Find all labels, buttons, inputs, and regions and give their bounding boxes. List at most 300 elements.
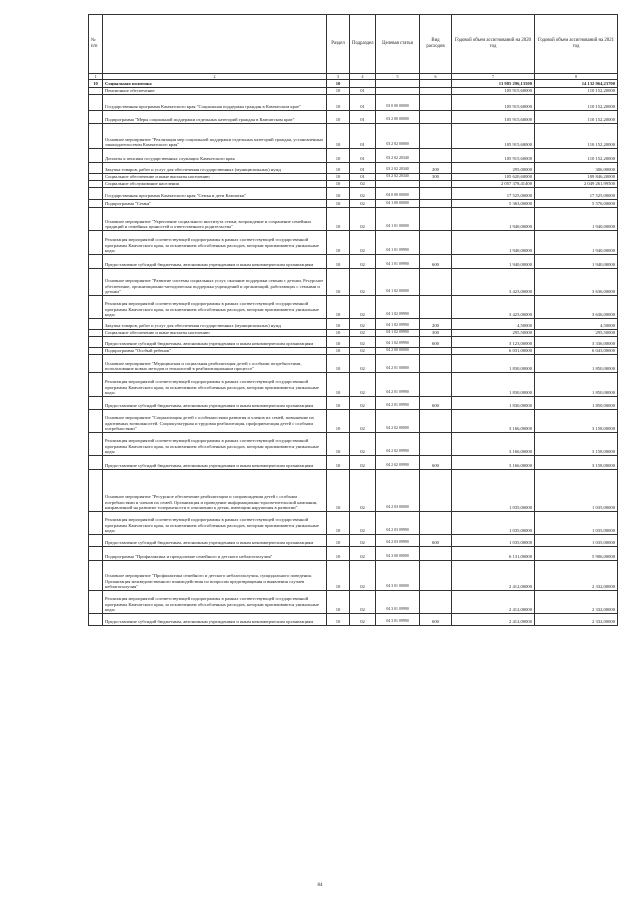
row-number [89, 208, 103, 231]
row-expense-type: 300 [420, 174, 452, 181]
table-row [89, 397, 618, 410]
row-section: 10 [327, 433, 350, 456]
row-expense-type [420, 433, 452, 456]
table-row [89, 373, 618, 397]
row-number [89, 88, 103, 95]
table-row [89, 88, 618, 95]
row-section: 10 [327, 470, 350, 512]
row-expense-type [420, 149, 452, 163]
row-target-article: 04 2 03 00000 [376, 470, 420, 512]
row-target-article: 04 3 01 09990 [376, 614, 420, 626]
row-amount-2021: 6 043,00000 [535, 348, 618, 355]
row-target-article: 04 2 03 09990 [376, 512, 420, 535]
row-target-article: 04 2 01 09990 [376, 397, 420, 410]
table-row [89, 231, 618, 255]
table-row [89, 614, 618, 626]
row-amount-2020: 1 035,00000 [452, 470, 535, 512]
row-expense-type: 200 [420, 163, 452, 174]
row-expense-type [420, 124, 452, 149]
row-subsection: 02 [350, 348, 376, 355]
row-target-article: 04 1 01 00000 [376, 208, 420, 231]
row-amount-2021: 1 940,00000 [535, 231, 618, 255]
table-row [89, 547, 618, 561]
row-amount-2020: 105 915,60000 [452, 95, 535, 111]
row-name: Реализация мероприятий соответствующей подпрограммы в рамках соответствующей государственной программы Камчатского края, за исключением обособленных расходов, которым присваиваются уникальные коды [103, 591, 327, 614]
row-amount-2020: 1 035,00000 [452, 535, 535, 547]
row-subsection: 02 [350, 433, 376, 456]
row-section: 10 [327, 200, 350, 208]
row-subsection: 02 [350, 561, 376, 591]
row-number [89, 255, 103, 269]
row-subsection: 02 [350, 208, 376, 231]
row-name: Подпрограмма "Семья" [103, 200, 327, 208]
row-amount-2020: 3 166,00000 [452, 433, 535, 456]
row-name: Основное мероприятие "Развитие системы социальных услуг, оказание поддержки семьям с детьми. Ресурсное обеспечение, организационно-методическая поддержка учреждений и организаций, работающих с семьями и детьми" [103, 269, 327, 296]
row-amount-2021: 14 132 964,23700 [535, 80, 618, 88]
row-subsection: 02 [350, 614, 376, 626]
row-subsection: 02 [350, 188, 376, 200]
table-row [89, 470, 618, 512]
row-number [89, 200, 103, 208]
row-amount-2020: 2 057 378,41400 [452, 181, 535, 188]
row-amount-2020: 6 031,00000 [452, 348, 535, 355]
row-target-article: 04 2 01 09990 [376, 373, 420, 397]
row-amount-2020: 1 940,00000 [452, 231, 535, 255]
row-amount-2021: 110 152,20000 [535, 88, 618, 95]
row-amount-2021: 4,50000 [535, 319, 618, 330]
row-amount-2021: 2 332,00000 [535, 561, 618, 591]
row-amount-2021: 110 152,20000 [535, 149, 618, 163]
row-number: 10 [89, 80, 103, 88]
row-amount-2020: 105 620,60000 [452, 174, 535, 181]
row-subsection: 01 [350, 174, 376, 181]
row-name: Закупка товаров, работ и услуг для обеспечения государственных (муниципальных) нужд [103, 163, 327, 174]
table-row [89, 269, 618, 296]
row-section: 10 [327, 456, 350, 470]
row-expense-type [420, 470, 452, 512]
col-number: 7 [452, 74, 535, 80]
row-amount-2021: 109 846,20000 [535, 174, 618, 181]
row-section: 10 [327, 111, 350, 124]
row-amount-2020: 1 830,00000 [452, 355, 535, 373]
row-target-article: 04 1 02 09990 [376, 296, 420, 319]
table-row [89, 355, 618, 373]
row-section: 10 [327, 88, 350, 95]
row-amount-2020: 13 985 296,13500 [452, 80, 535, 88]
row-name: Закупка товаров, работ и услуг для обеспечения государственных (муниципальных) нужд [103, 319, 327, 330]
table-row [89, 174, 618, 181]
row-section: 10 [327, 269, 350, 296]
col-number: 4 [350, 74, 376, 80]
row-amount-2021: 1 940,00000 [535, 255, 618, 269]
row-name: Подпрограмма "Особый ребенок" [103, 348, 327, 355]
table-row [89, 319, 618, 330]
row-expense-type [420, 111, 452, 124]
col-number: 2 [103, 74, 327, 80]
row-number [89, 512, 103, 535]
row-target-article: 04 1 00 00000 [376, 200, 420, 208]
row-name: Основное мероприятие "Ресурсное обеспечение реабилитации и сопровождения детей с особыми потребностями и членов их семей. Организация и проведение информационно-просветительской кампании, направленной на развитие толерантности в отношении к детям, имеющим нарушения в развитии" [103, 470, 327, 512]
table-row [89, 149, 618, 163]
row-subsection: 02 [350, 456, 376, 470]
row-name: Предоставление субсидий бюджетным, автономным учреждениям и иным некоммерческим организациям [103, 535, 327, 547]
table-body [89, 80, 618, 626]
row-amount-2020: 295,00000 [452, 163, 535, 174]
row-amount-2020: 5 363,00000 [452, 200, 535, 208]
row-amount-2020: 2 412,00000 [452, 591, 535, 614]
table-row [89, 456, 618, 470]
row-amount-2020: 1 940,00000 [452, 208, 535, 231]
row-expense-type [420, 512, 452, 535]
header-target: Целевая статья [376, 15, 420, 74]
row-expense-type [420, 547, 452, 561]
row-expense-type: 600 [420, 535, 452, 547]
row-amount-2021: 110 152,20000 [535, 111, 618, 124]
row-amount-2021: 295,50000 [535, 330, 618, 337]
row-name: Государственная программа Камчатского края "Социальная поддержка граждан в Камчатском крае" [103, 95, 327, 111]
row-name: Основное мероприятие "Социализация детей с особенностями развития и членов их семей, повышение их адаптивных возможностей. Социокультурная и трудовая реабилитация, профориентация детей с особыми потребностями" [103, 410, 327, 433]
header-section: Раздел [327, 15, 350, 74]
row-amount-2020: 105 915,60000 [452, 88, 535, 95]
row-number [89, 149, 103, 163]
table-row [89, 80, 618, 88]
row-target-article: 04 1 02 09990 [376, 337, 420, 348]
row-expense-type [420, 269, 452, 296]
row-amount-2021: 1 850,00000 [535, 355, 618, 373]
row-number [89, 181, 103, 188]
row-expense-type [420, 373, 452, 397]
row-amount-2020: 295,50000 [452, 330, 535, 337]
table-row [89, 561, 618, 591]
page-number: 84 [317, 883, 323, 888]
row-name: Реализация мероприятий соответствующей подпрограммы в рамках соответствующей государственной программы Камчатского края, за исключением обособленных расходов, которым присваиваются уникальные коды [103, 373, 327, 397]
row-amount-2020: 6 131,00000 [452, 547, 535, 561]
row-number [89, 111, 103, 124]
row-amount-2020: 3 123,00000 [452, 337, 535, 348]
header-name [103, 15, 327, 74]
row-number [89, 330, 103, 337]
row-amount-2020: 1 035,00000 [452, 512, 535, 535]
row-name: Основное мероприятие "Укрепление социального института семьи, возрождение и сохранение семейных традиций и семейных ценностей и ответственного родительства" [103, 208, 327, 231]
table-row [89, 163, 618, 174]
row-name: Реализация мероприятий соответствующей подпрограммы в рамках соответствующей государственной программы Камчатского края, за исключением обособленных расходов, которым присваиваются уникальные коды [103, 296, 327, 319]
row-amount-2021: 1 940,00000 [535, 208, 618, 231]
row-expense-type: 600 [420, 456, 452, 470]
row-name: Предоставление субсидий бюджетным, автономным учреждениям и иным некоммерческим организациям [103, 255, 327, 269]
row-subsection: 02 [350, 355, 376, 373]
row-number [89, 174, 103, 181]
row-expense-type: 600 [420, 397, 452, 410]
table-row [89, 124, 618, 149]
row-target-article: 04 2 02 09990 [376, 433, 420, 456]
row-target-article: 03 2 00 00000 [376, 111, 420, 124]
row-section: 10 [327, 80, 350, 88]
row-amount-2021: 2 332,00000 [535, 614, 618, 626]
row-section: 10 [327, 255, 350, 269]
row-name: Реализация мероприятий соответствующей подпрограммы в рамках соответствующей государственной программы Камчатского края, за исключением обособленных расходов, которым присваиваются уникальные коды [103, 512, 327, 535]
table-row [89, 181, 618, 188]
row-target-article: 03 0 00 00000 [376, 95, 420, 111]
row-subsection: 02 [350, 535, 376, 547]
table-row [89, 433, 618, 456]
row-target-article: 04 2 02 09990 [376, 456, 420, 470]
row-amount-2020: 17 525,00000 [452, 188, 535, 200]
row-amount-2020: 4,50000 [452, 319, 535, 330]
row-amount-2020: 3 423,00000 [452, 269, 535, 296]
row-number [89, 373, 103, 397]
row-section: 10 [327, 163, 350, 174]
table-row [89, 591, 618, 614]
row-target-article: 04 3 01 09990 [376, 591, 420, 614]
row-amount-2021: 1 850,00000 [535, 373, 618, 397]
col-number: 1 [89, 74, 103, 80]
row-name: Основное мероприятие "Реализация мер социальной поддержки отдельных категорий граждан, установленных законодательством Камчатского края" [103, 124, 327, 149]
row-name: Основное мероприятие "Профилактика семейного и детского неблагополучия, суицидального поведения. Организация межведомственного взаимодействия по вопросам предотвращения и выявления случаев неблагополучия" [103, 561, 327, 591]
row-amount-2021: 2 049 261,99500 [535, 181, 618, 188]
row-expense-type [420, 188, 452, 200]
row-name: Предоставление субсидий бюджетным, автономным учреждениям и иным некоммерческим организациям [103, 337, 327, 348]
header-2020: Годовой объем ассигнований на 2020 год [452, 15, 535, 74]
row-expense-type [420, 561, 452, 591]
row-amount-2020: 1 830,00000 [452, 397, 535, 410]
row-amount-2021: 3 158,00000 [535, 410, 618, 433]
row-expense-type [420, 208, 452, 231]
col-number: 3 [327, 74, 350, 80]
header-exp-type: Вид расходов [420, 15, 452, 74]
row-number [89, 269, 103, 296]
row-number [89, 433, 103, 456]
row-amount-2021: 3 636,00000 [535, 269, 618, 296]
row-expense-type [420, 296, 452, 319]
row-name: Предоставление субсидий бюджетным, автономным учреждениям и иным некоммерческим организациям [103, 614, 327, 626]
row-expense-type: 600 [420, 614, 452, 626]
row-amount-2021: 110 152,20000 [535, 124, 618, 149]
row-subsection: 02 [350, 373, 376, 397]
row-section: 10 [327, 410, 350, 433]
row-expense-type [420, 200, 452, 208]
row-subsection: 01 [350, 88, 376, 95]
row-amount-2021: 110 152,20000 [535, 95, 618, 111]
row-target-article: 03 2 02 20340 [376, 174, 420, 181]
row-number [89, 410, 103, 433]
row-number [89, 337, 103, 348]
header-subsection: Подраздел [350, 15, 376, 74]
col-number: 5 [376, 74, 420, 80]
row-subsection: 01 [350, 95, 376, 111]
row-section: 10 [327, 188, 350, 200]
row-number [89, 614, 103, 626]
row-number [89, 188, 103, 200]
header-num: № п/п [89, 15, 103, 74]
row-subsection: 01 [350, 163, 376, 174]
row-amount-2021: 3 336,00000 [535, 337, 618, 348]
row-section: 10 [327, 535, 350, 547]
row-number [89, 591, 103, 614]
header-2021: Годовой объем ассигнований на 2021 год [535, 15, 618, 74]
table-row [89, 348, 618, 355]
table-row [89, 95, 618, 111]
row-subsection: 02 [350, 231, 376, 255]
row-expense-type [420, 231, 452, 255]
table-header-row [89, 15, 618, 74]
row-amount-2020: 105 915,60000 [452, 111, 535, 124]
row-section: 10 [327, 319, 350, 330]
row-amount-2021: 1 035,00000 [535, 535, 618, 547]
row-target-article [376, 80, 420, 88]
row-subsection: 02 [350, 200, 376, 208]
row-amount-2021: 306,00000 [535, 163, 618, 174]
row-expense-type [420, 410, 452, 433]
row-section: 10 [327, 174, 350, 181]
row-number [89, 535, 103, 547]
row-target-article: 03 2 02 20340 [376, 163, 420, 174]
row-section: 10 [327, 149, 350, 163]
row-name: Социальное обслуживание населения [103, 181, 327, 188]
budget-table [88, 14, 618, 626]
row-subsection: 01 [350, 111, 376, 124]
row-amount-2020: 3 166,00000 [452, 456, 535, 470]
row-name: Социальное обеспечение и иные выплаты населению [103, 174, 327, 181]
row-subsection [350, 80, 376, 88]
row-subsection: 02 [350, 269, 376, 296]
row-section: 10 [327, 181, 350, 188]
row-section: 10 [327, 348, 350, 355]
row-section: 10 [327, 397, 350, 410]
row-number [89, 348, 103, 355]
table-row [89, 410, 618, 433]
row-number [89, 163, 103, 174]
row-section: 10 [327, 547, 350, 561]
row-amount-2021: 17 525,00000 [535, 188, 618, 200]
row-section: 10 [327, 95, 350, 111]
row-amount-2020: 3 423,00000 [452, 296, 535, 319]
budget-table-sheet [88, 14, 617, 626]
row-section: 10 [327, 614, 350, 626]
row-section: 10 [327, 373, 350, 397]
table-row [89, 111, 618, 124]
row-number [89, 547, 103, 561]
row-target-article: 04 3 01 00000 [376, 561, 420, 591]
row-target-article: 04 1 02 00000 [376, 269, 420, 296]
row-subsection: 02 [350, 337, 376, 348]
row-expense-type [420, 591, 452, 614]
row-number [89, 470, 103, 512]
row-section: 10 [327, 337, 350, 348]
table-row [89, 330, 618, 337]
row-section: 10 [327, 591, 350, 614]
row-expense-type: 300 [420, 330, 452, 337]
row-expense-type: 600 [420, 337, 452, 348]
row-target-article: 04 1 02 09990 [376, 330, 420, 337]
table-row [89, 535, 618, 547]
row-expense-type [420, 181, 452, 188]
table-row [89, 512, 618, 535]
row-amount-2020: 2 412,00000 [452, 614, 535, 626]
row-name: Подпрограмма "Меры социальной поддержки отдельных категорий граждан в Камчатском крае" [103, 111, 327, 124]
row-target-article: 03 2 02 20340 [376, 149, 420, 163]
table-row [89, 188, 618, 200]
row-target-article: 03 2 02 00000 [376, 124, 420, 149]
table-row [89, 255, 618, 269]
row-number [89, 231, 103, 255]
row-subsection: 02 [350, 410, 376, 433]
row-name: Подпрограмма "Профилактика и преодоление семейного и детского неблагополучия" [103, 547, 327, 561]
row-amount-2020: 1 940,00000 [452, 255, 535, 269]
row-name: Социальная политика [103, 80, 327, 88]
row-amount-2021: 5 576,00000 [535, 200, 618, 208]
row-name: Основное мероприятие "Медицинская и социальная реабилитация детей с особыми потребностями, использование новых методов и технологий в реабилитационном процессе" [103, 355, 327, 373]
row-number [89, 296, 103, 319]
row-amount-2020: 3 166,00000 [452, 410, 535, 433]
row-section: 10 [327, 355, 350, 373]
table-row [89, 200, 618, 208]
row-target-article: 04 2 03 09990 [376, 535, 420, 547]
row-amount-2021: 5 906,00000 [535, 547, 618, 561]
row-amount-2020: 2 412,00000 [452, 561, 535, 591]
row-subsection: 02 [350, 397, 376, 410]
row-number [89, 124, 103, 149]
row-expense-type [420, 80, 452, 88]
row-amount-2021: 3 636,00000 [535, 296, 618, 319]
col-number: 6 [420, 74, 452, 80]
row-target-article: 04 2 00 00000 [376, 348, 420, 355]
row-section: 10 [327, 512, 350, 535]
row-target-article: 04 1 01 09990 [376, 231, 420, 255]
row-section: 10 [327, 561, 350, 591]
row-target-article: 04 3 00 00000 [376, 547, 420, 561]
row-name: Предоставление субсидий бюджетным, автономным учреждениям и иным некоммерческим организациям [103, 456, 327, 470]
row-subsection: 02 [350, 591, 376, 614]
row-section: 10 [327, 296, 350, 319]
row-amount-2021: 1 035,00000 [535, 512, 618, 535]
row-expense-type [420, 348, 452, 355]
row-target-article: 04 0 00 00000 [376, 188, 420, 200]
row-name: Предоставление субсидий бюджетным, автономным учреждениям и иным некоммерческим организациям [103, 397, 327, 410]
row-amount-2020: 105 915,60000 [452, 149, 535, 163]
row-subsection: 02 [350, 296, 376, 319]
row-expense-type [420, 355, 452, 373]
row-target-article: 04 2 02 00000 [376, 410, 420, 433]
row-subsection: 02 [350, 470, 376, 512]
row-subsection: 02 [350, 547, 376, 561]
row-number [89, 561, 103, 591]
row-amount-2021: 3 158,00000 [535, 456, 618, 470]
row-section: 10 [327, 231, 350, 255]
table-row [89, 296, 618, 319]
row-number [89, 397, 103, 410]
row-section: 10 [327, 330, 350, 337]
row-target-article [376, 181, 420, 188]
row-name: Реализация мероприятий соответствующей подпрограммы в рамках соответствующей государственной программы Камчатского края, за исключением обособленных расходов, которым присваиваются уникальные коды [103, 231, 327, 255]
row-expense-type [420, 88, 452, 95]
row-amount-2020: 105 915,60000 [452, 124, 535, 149]
row-section: 10 [327, 208, 350, 231]
row-name: Реализация мероприятий соответствующей подпрограммы в рамках соответствующей государственной программы Камчатского края, за исключением обособленных расходов, которым присваиваются уникальные коды [103, 433, 327, 456]
row-number [89, 95, 103, 111]
row-name: Доплаты к пенсиям государственных служащих Камчатского края [103, 149, 327, 163]
col-number: 8 [535, 74, 618, 80]
row-name: Государственная программа Камчатского края "Семья и дети Камчатки" [103, 188, 327, 200]
row-amount-2021: 2 332,00000 [535, 591, 618, 614]
row-subsection: 02 [350, 512, 376, 535]
row-amount-2020: 1 830,00000 [452, 373, 535, 397]
row-subsection: 02 [350, 181, 376, 188]
table-row [89, 337, 618, 348]
row-expense-type: 600 [420, 255, 452, 269]
row-name: Социальное обеспечение и иные выплаты населению [103, 330, 327, 337]
row-target-article: 04 1 01 09990 [376, 255, 420, 269]
row-expense-type: 200 [420, 319, 452, 330]
